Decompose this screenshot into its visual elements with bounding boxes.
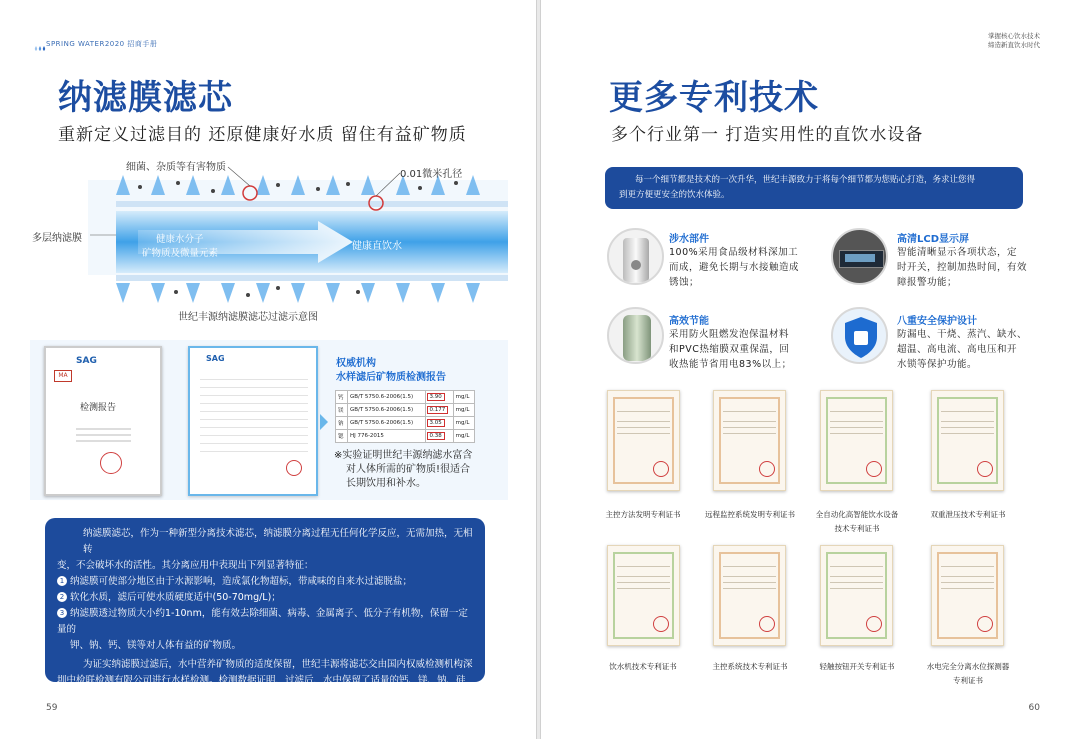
patent-certificate xyxy=(820,390,893,491)
feature-line: 智能清晰显示各项状态，定 xyxy=(897,247,1018,258)
feature-lcd xyxy=(897,230,1047,290)
label-membrane-layers: 多层纳滤膜 xyxy=(32,233,82,244)
sag-logo: SAG xyxy=(76,356,97,366)
shield-icon xyxy=(831,307,888,364)
feature-line: 采用防火阻燃发泡保温材料 xyxy=(669,329,790,340)
patent-certificate xyxy=(607,390,680,491)
feature-line: 收热能节省用电83%以上； xyxy=(669,359,792,370)
report-heading-2: 水样滤后矿物质检测报告 xyxy=(336,372,446,383)
cert-caption: 饮水机技术专利证书 xyxy=(609,662,677,671)
feature-title: 八重安全保护设计 xyxy=(897,316,977,327)
report-heading-1: 权威机构 xyxy=(336,358,376,369)
panel-item-1: 1 纳滤膜可使部分地区由于水源影响，造成氯化物超标，带咸味的自来水过滤脱盐； xyxy=(57,574,473,590)
lcd-display-image xyxy=(831,228,888,285)
filtration-diagram xyxy=(28,155,508,325)
left-page xyxy=(0,0,537,739)
seal-icon xyxy=(653,616,669,632)
table-row: 镁 GB/T 5750.6-2006(1.5) 0.177 mg/L xyxy=(336,404,475,417)
banner-line-1: 每一个细节都是技术的一次升华，世纪丰源致力于将每个细节都为您贴心打造，务求让您得 xyxy=(635,175,976,185)
label-pore-size: 0.01微米孔径 xyxy=(400,169,463,180)
feature-energy xyxy=(669,312,819,372)
feature-title: 高清LCD显示屏 xyxy=(897,234,970,245)
report-note xyxy=(334,449,472,491)
cert-caption: 双重泄压技术专利证书 xyxy=(930,510,1006,519)
corner-line-2: 缔造新直饮水时代 xyxy=(988,41,1040,49)
feature-line: 防漏电、干烧、蒸汽、缺水、 xyxy=(897,329,1028,340)
feature-title: 涉水部件 xyxy=(669,234,709,245)
seal-icon xyxy=(866,616,882,632)
note-line-1: ※实验证明世纪丰源纳滤水富含 xyxy=(334,450,473,461)
feature-line: 而成，避免长期与水接触造成 xyxy=(669,262,800,273)
cert-caption: 远程监控系统发明专利证书 xyxy=(705,510,795,519)
page-subtitle-right: 多个行业第一 打造实用性的直饮水设备 xyxy=(611,125,924,145)
report-document-cover xyxy=(44,346,162,496)
seal-icon xyxy=(759,461,775,477)
label-bacteria: 细菌、杂质等有害物质 xyxy=(126,162,226,173)
table-row: 钠 GB/T 5750.6-2006(1.5) 3.05 mg/L xyxy=(336,417,475,430)
feature-line: 100%采用食品级材料深加工 xyxy=(669,247,799,258)
panel-item-3: 3 纳滤膜透过物质大小约1-10nm，能有效去除细菌、病毒、金属离子、低分子有机物，保留一定量的 xyxy=(57,608,468,635)
feature-line: 水锁等保护功能。 xyxy=(897,359,978,370)
panel-body-1: 为证实纳滤膜过滤后，水中营养矿物质的适度保留，世纪丰源将滤芯交由国内权威检测机构深 xyxy=(83,659,473,670)
report-section xyxy=(30,340,508,500)
note-line-3: 长期饮用和补水。 xyxy=(346,478,426,489)
page-title-right: 更多专利技术 xyxy=(609,78,819,118)
page-number-left: 59 xyxy=(46,703,58,713)
right-page xyxy=(540,0,1080,739)
page-number-right: 60 xyxy=(1028,703,1040,713)
label-water-molecule: 健康水分子 xyxy=(156,234,204,245)
seal-icon xyxy=(759,616,775,632)
feature-title: 高效节能 xyxy=(669,316,709,327)
intro-banner xyxy=(605,167,1023,209)
patent-certificate xyxy=(607,545,680,646)
cert-caption: 轻触按钮开关专利证书 xyxy=(819,662,895,671)
cert-caption: 主控方法发明专利证书 xyxy=(605,510,681,519)
corner-line-1: 掌握核心饮水技术 xyxy=(988,32,1040,40)
patent-certificate xyxy=(820,545,893,646)
seal-icon xyxy=(866,461,882,477)
table-row: 钙 GB/T 5750.6-2006(1.5) 3.90 mg/L xyxy=(336,391,475,404)
pointer-arrow-icon xyxy=(320,414,328,430)
panel-body-2: 圳中检联检测有限公司进行水样检测。检测数据证明，过滤后，水中保留了适量的钙、镁、钠、硅等有 xyxy=(57,675,466,702)
cert-caption: 主控系统技术专利证书 xyxy=(712,662,788,671)
cert-caption: 全自动化高智能饮水设备 技术专利证书 xyxy=(815,510,899,533)
cma-mark-icon: MA xyxy=(54,370,72,382)
patent-certificate xyxy=(713,545,786,646)
sag-logo-2: SAG xyxy=(206,354,225,363)
page-title: 纳滤膜滤芯 xyxy=(58,78,233,118)
panel-body-3: 益矿物质，也证明了水中砷、汞、铅等有害物质被成功滤除后，符合生活饮用水卫生标准。 xyxy=(57,707,438,718)
water-drops-icon xyxy=(34,38,46,46)
energy-saving-image xyxy=(607,307,664,364)
patent-certificate xyxy=(931,545,1004,646)
patent-certificate xyxy=(713,390,786,491)
report-document-data xyxy=(188,346,318,496)
feature-line: 和PVC热缩膜双重保温，回 xyxy=(669,344,790,355)
report-seal-icon-2 xyxy=(286,460,302,476)
seal-icon xyxy=(653,461,669,477)
report-seal-icon xyxy=(100,452,122,474)
corner-slogan xyxy=(988,32,1040,50)
note-line-2: 对人体所需的矿物质!很适合 xyxy=(346,464,471,475)
panel-item-3-cont: 钾、钠、钙、镁等对人体有益的矿物质。 xyxy=(70,640,242,651)
page-subtitle: 重新定义过滤目的 还原健康好水质 留住有益矿物质 xyxy=(58,125,467,145)
mineral-table xyxy=(335,390,475,443)
label-output: 健康直饮水 xyxy=(352,241,402,252)
feature-line: 超温、高电流、高电压和开 xyxy=(897,344,1018,355)
patent-certificate xyxy=(931,390,1004,491)
label-minerals: 矿物质及微量元素 xyxy=(142,248,219,259)
water-parts-image xyxy=(607,228,664,285)
feature-line: 时开关，控制加热时间，有效 xyxy=(897,262,1028,273)
diagram-caption: 世纪丰源纳滤膜滤芯过滤示意图 xyxy=(178,312,318,323)
panel-intro-1: 纳滤膜滤芯，作为一种新型分离技术滤芯，纳滤膜分离过程无任何化学反应，无需加热，无相转 xyxy=(83,528,473,555)
panel-intro-2: 变，不会破坏水的活性。其分离应用中表现出下列显著特征： xyxy=(57,560,314,571)
panel-item-2: 2 软化水质，滤后可使水质硬度适中(50-70mg/L)； xyxy=(57,590,473,606)
table-row: 锶 HJ 776-2015 0.38 mg/L xyxy=(336,430,475,443)
seal-icon xyxy=(977,461,993,477)
feature-line: 障报警功能； xyxy=(897,277,958,288)
feature-water-parts xyxy=(669,230,819,290)
report-cover-title: 检测报告 xyxy=(80,403,117,413)
seal-icon xyxy=(977,616,993,632)
feature-line: 锈蚀； xyxy=(669,277,700,288)
brand-header: SPRING WATER2020 招商手册 xyxy=(46,40,158,48)
feature-safety xyxy=(897,312,1047,372)
cert-caption: 水电完全分离水位探测器 专利证书 xyxy=(926,662,1010,685)
banner-line-2: 到更方便更安全的饮水体验。 xyxy=(619,190,730,200)
